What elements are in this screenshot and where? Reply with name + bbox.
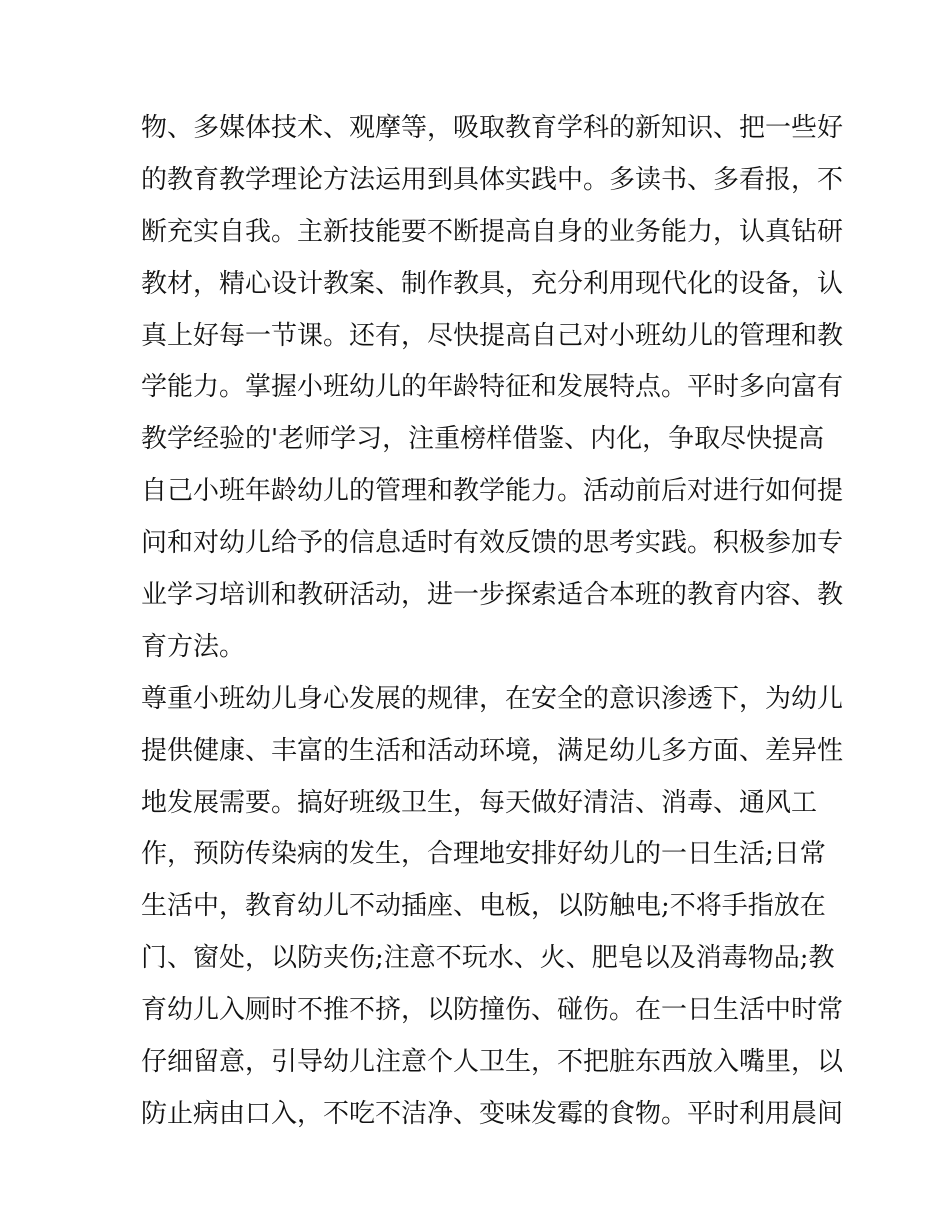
text-line: 的教育教学理论方法运用到具体实践中。多读书、多看报，不 [141,164,844,195]
text-line: 提供健康、丰富的生活和活动环境，满足幼儿多方面、差异性 [141,735,844,766]
text-line: 物、多媒体技术、观摩等，吸取教育学科的新知识、把一些好 [141,113,844,143]
text-line: 真上好每一节课。还有，尽快提高自己对小班幼儿的管理和教 [141,320,844,351]
text-line: 作，预防传染病的发生，合理地安排好幼儿的一日生活;日常 [141,839,826,870]
text-line: 学能力。掌握小班幼儿的年龄特征和发展特点。平时多向富有 [141,372,844,403]
text-line: 育方法。 [141,631,246,662]
text-line: 门、窗处，以防夹伤;注意不玩水、火、肥皂以及消毒物品;教 [141,943,835,974]
text-line: 教学经验的'老师学习，注重榜样借鉴、内化，争取尽快提高 [141,424,825,455]
text-line: 教材，精心设计教案、制作教具，充分利用现代化的设备，认 [141,268,844,299]
text-line: 自己小班年龄幼儿的管理和教学能力。活动前后对进行如何提 [141,476,844,507]
text-line: 问和对幼儿给予的信息适时有效反馈的思考实践。积极参加专 [141,528,844,559]
text-line: 防止病由口入，不吃不洁净、变味发霉的食物。平时利用晨间 [141,1098,844,1129]
text-line: 仔细留意，引导幼儿注意个人卫生，不把脏东西放入嘴里，以 [141,1047,844,1078]
text-line: 断充实自我。主新技能要不断提高自身的业务能力，认真钻研 [141,216,844,247]
text-line: 生活中，教育幼儿不动插座、电板，以防触电;不将手指放在 [141,891,826,922]
text-line: 业学习培训和教研活动，进一步探索适合本班的教育内容、教 [141,580,844,611]
text-line: 育幼儿入厕时不推不挤，以防撞伤、碰伤。在一日生活中时常 [141,995,844,1026]
text-line: 尊重小班幼儿身心发展的规律，在安全的意识渗透下，为幼儿 [141,683,844,714]
body-text [141,103,844,1141]
text-line: 地发展需要。搞好班级卫生，每天做好清洁、消毒、通风工 [141,787,818,818]
